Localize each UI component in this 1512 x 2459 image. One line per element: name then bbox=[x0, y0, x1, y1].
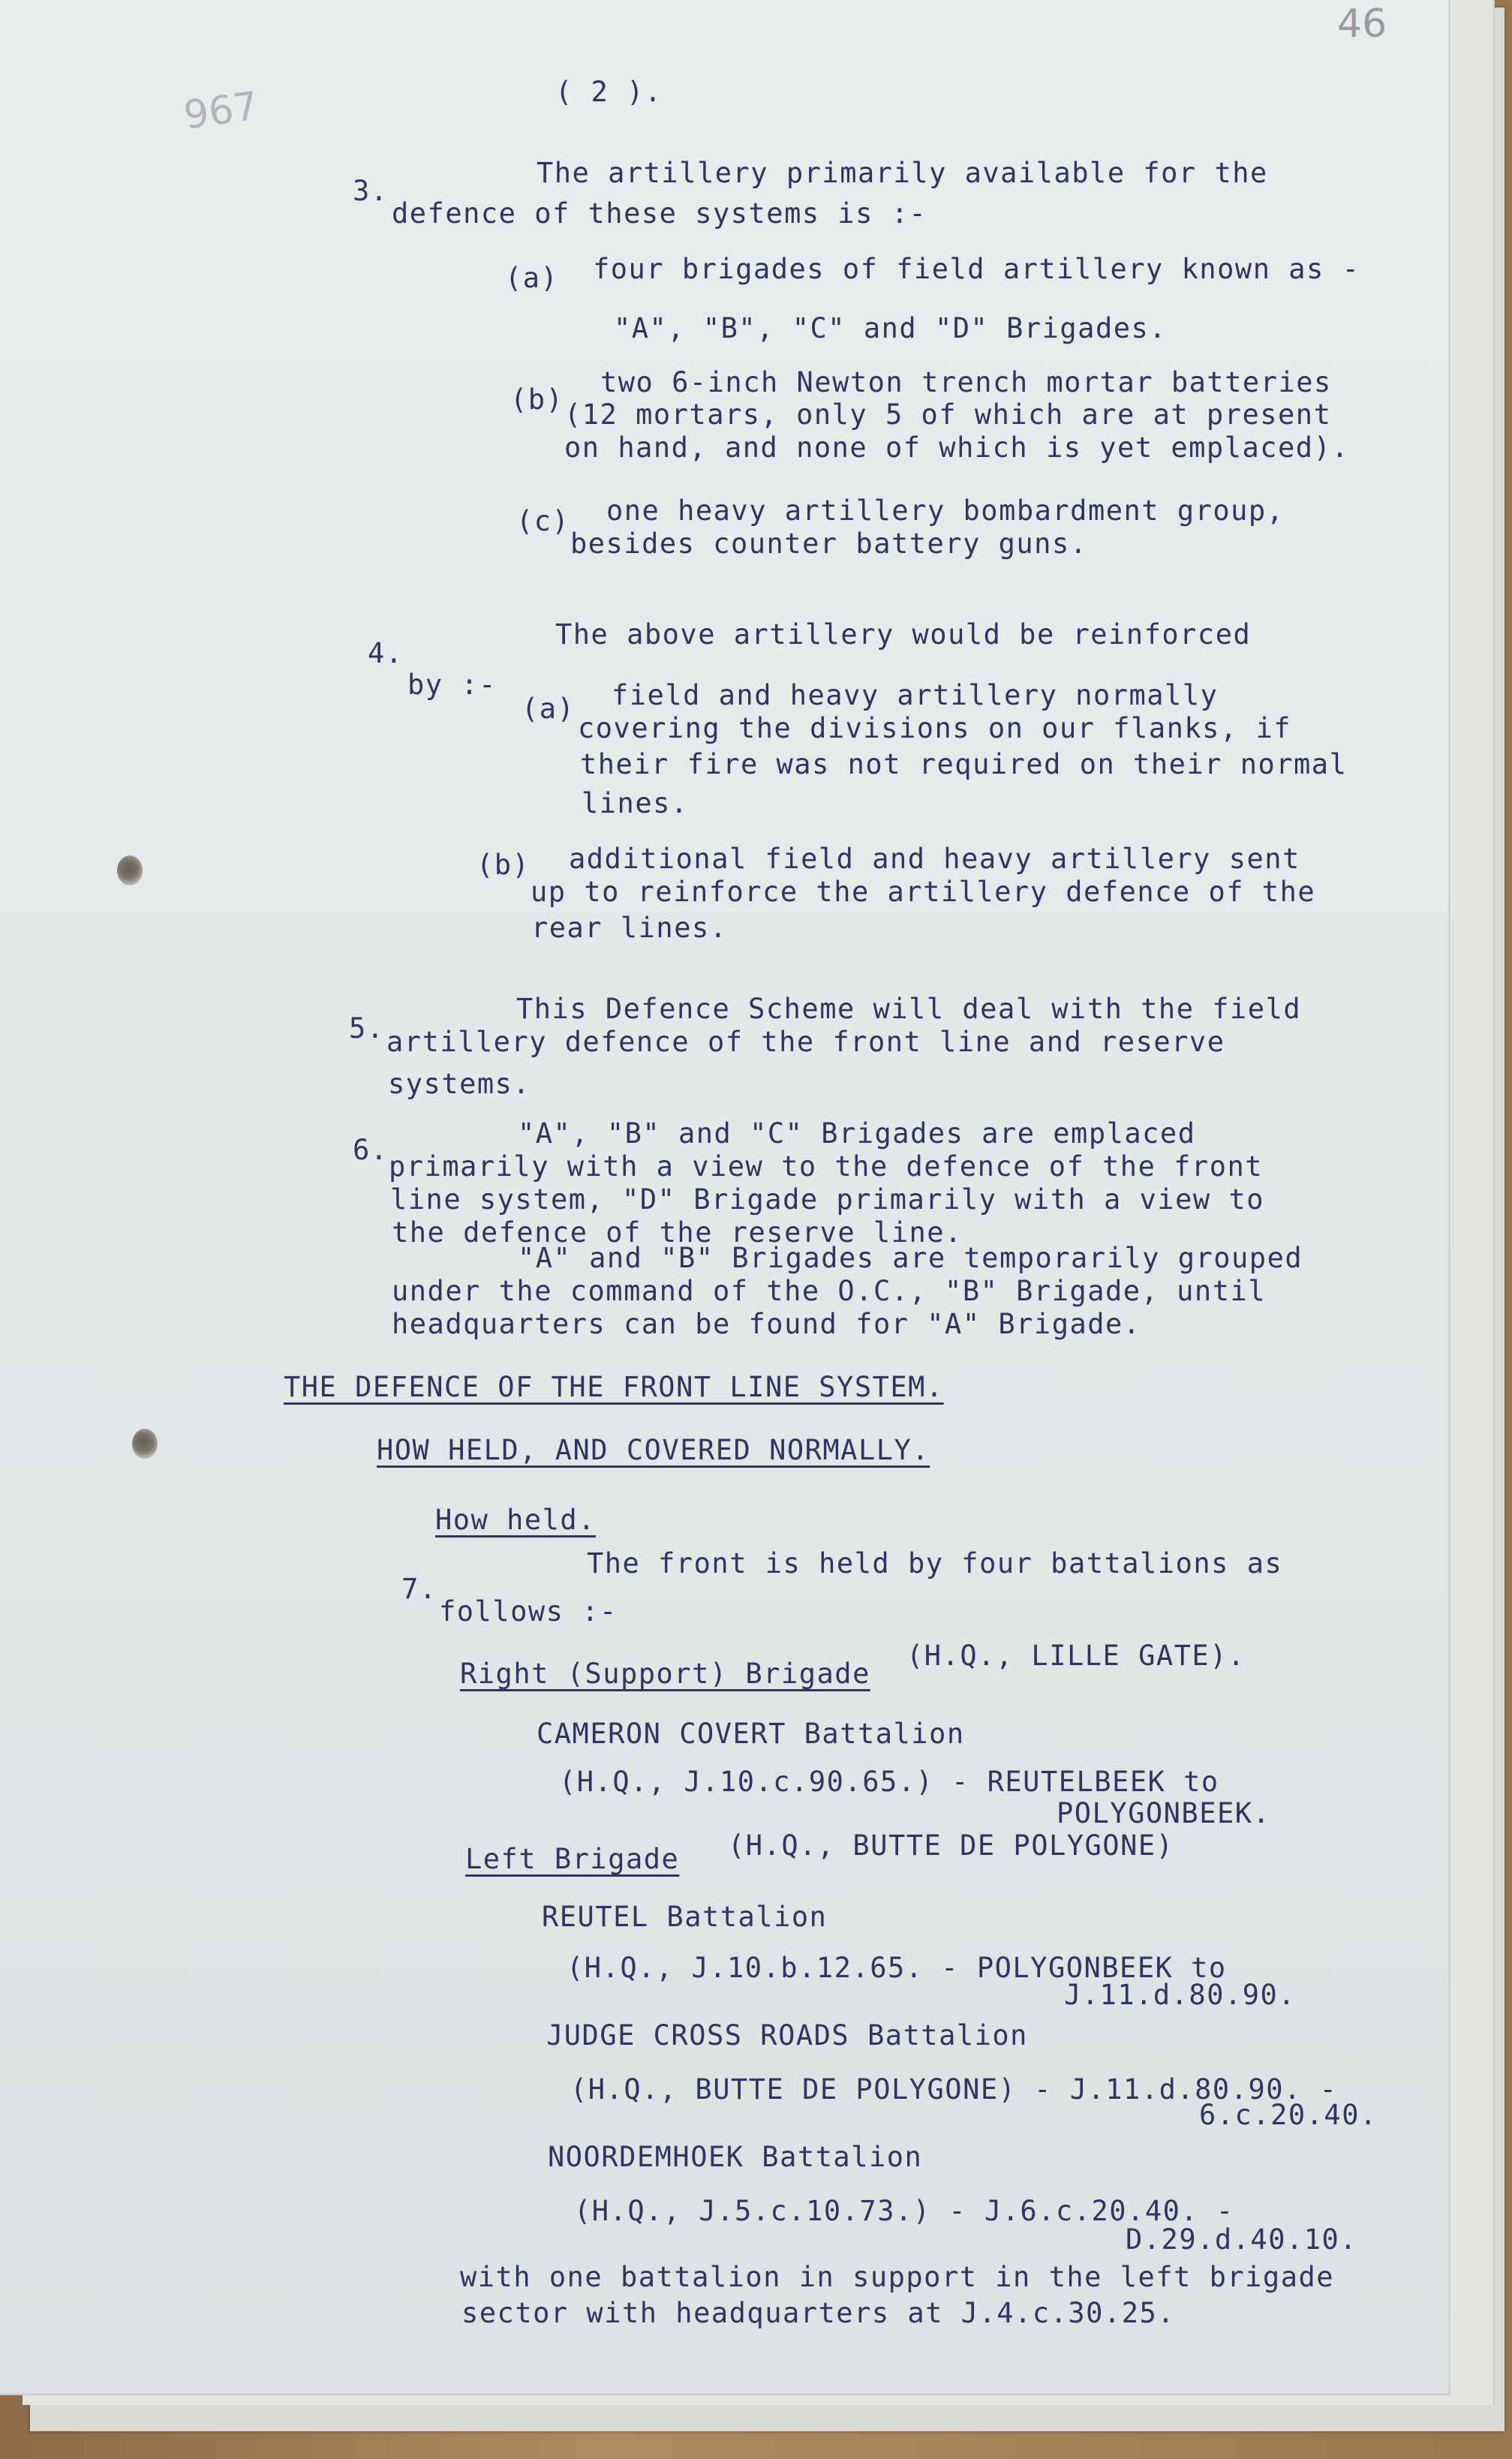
cameron-covert-detail-2: POLYGONBEEK. bbox=[1057, 1797, 1271, 1829]
reutel-detail-1: (H.Q., J.10.b.12.65. - POLYGONBEEK to bbox=[567, 1952, 1227, 1984]
para4-a-line1: field and heavy artillery normally bbox=[612, 679, 1219, 711]
para5-line3: systems. bbox=[388, 1068, 531, 1100]
para4-number: 4. bbox=[368, 637, 404, 669]
para6-line7: headquarters can be found for "A" Brigade. bbox=[392, 1308, 1141, 1340]
para5-number: 5. bbox=[349, 1012, 385, 1045]
para4-b-label: (b) bbox=[476, 849, 531, 881]
sub-heading: HOW HELD, AND COVERED NORMALLY. bbox=[377, 1434, 930, 1466]
para3-b-line2: (12 mortars, only 5 of which are at present bbox=[564, 398, 1332, 431]
reutel-battalion: REUTEL Battalion bbox=[542, 1901, 828, 1933]
para3-b-line3: on hand, and none of which is yet emplaced). bbox=[564, 431, 1350, 464]
para6-line6: under the command of the O.C., "B" Brigade, until bbox=[392, 1275, 1267, 1307]
folio-number: 46 bbox=[1337, 2, 1387, 47]
para7-closing-1: with one battalion in support in the left brigade bbox=[460, 2261, 1335, 2293]
para7-number: 7. bbox=[401, 1573, 437, 1605]
para3-b-label: (b) bbox=[510, 383, 564, 416]
para4-b-line1: additional field and heavy artillery sent bbox=[569, 843, 1300, 875]
para6-line5: "A" and "B" Brigades are temporarily grouped bbox=[518, 1242, 1303, 1274]
left-brigade-title: Left Brigade bbox=[465, 1843, 680, 1875]
judge-cross-roads-battalion: JUDGE CROSS ROADS Battalion bbox=[546, 2019, 1028, 2052]
section-heading: THE DEFENCE OF THE FRONT LINE SYSTEM. bbox=[284, 1371, 944, 1403]
reutel-detail-2: J.11.d.80.90. bbox=[1064, 1979, 1297, 2011]
para6-line2: primarily with a view to the defence of the front bbox=[389, 1150, 1264, 1183]
para6-line1: "A", "B" and "C" Brigades are emplaced bbox=[518, 1117, 1196, 1150]
para3-line2: defence of these systems is :- bbox=[392, 197, 927, 230]
para3-number: 3. bbox=[353, 175, 389, 207]
cameron-covert-detail-1: (H.Q., J.10.c.90.65.) - REUTELBEEK to bbox=[559, 1766, 1219, 1798]
para4-a-line3: their fire was not required on their normal bbox=[580, 748, 1348, 780]
para4-a-label: (a) bbox=[522, 693, 576, 725]
para6-line3: line system, "D" Brigade primarily with a view to bbox=[390, 1183, 1265, 1216]
noordemhoek-detail-2: D.29.d.40.10. bbox=[1126, 2223, 1358, 2256]
judge-cross-roads-detail-1: (H.Q., BUTTE DE POLYGONE) - J.11.d.80.90. - bbox=[570, 2073, 1338, 2106]
para5-line1: This Defence Scheme will deal with the field bbox=[516, 993, 1302, 1025]
para3-line1: The artillery primarily available for the bbox=[537, 157, 1268, 189]
left-brigade-hq: (H.Q., BUTTE DE POLYGONE) bbox=[728, 1829, 1174, 1862]
noordemhoek-battalion: NOORDEMHOEK Battalion bbox=[548, 2141, 923, 2173]
para3-c-line2: besides counter battery guns. bbox=[570, 528, 1088, 560]
para4-a-line2: covering the divisions on our flanks, if bbox=[578, 712, 1292, 744]
para3-b-line1: two 6-inch Newton trench mortar batteries bbox=[600, 366, 1332, 398]
para4-b-line2: up to reinforce the artillery defence of the bbox=[531, 876, 1316, 908]
right-brigade-hq: (H.Q., LILLE GATE). bbox=[906, 1640, 1246, 1672]
para3-a-line2: "A", "B", "C" and "D" Brigades. bbox=[614, 312, 1168, 344]
para7-line2: follows :- bbox=[439, 1595, 618, 1628]
para6-number: 6. bbox=[353, 1134, 389, 1166]
judge-cross-roads-detail-2: 6.c.20.40. bbox=[1199, 2099, 1378, 2131]
para3-a-label: (a) bbox=[505, 262, 559, 294]
cameron-covert-battalion: CAMERON COVERT Battalion bbox=[537, 1718, 965, 1750]
para4-line2: by :- bbox=[407, 669, 497, 701]
para7-line1: The front is held by four battalions as bbox=[587, 1547, 1283, 1580]
punch-hole-upper bbox=[117, 855, 143, 885]
punch-hole-lower bbox=[132, 1429, 158, 1459]
right-brigade-title: Right (Support) Brigade bbox=[460, 1658, 870, 1690]
para3-a-line1: four brigades of field artillery known as - bbox=[593, 253, 1360, 285]
para4-line1: The above artillery would be reinforced bbox=[555, 618, 1252, 651]
para7-closing-2: sector with headquarters at J.4.c.30.25. bbox=[461, 2297, 1176, 2329]
archive-reference: 967 bbox=[181, 83, 261, 139]
para6-line4: the defence of the reserve line. bbox=[392, 1216, 963, 1249]
para3-c-label: (c) bbox=[516, 505, 570, 537]
para4-b-line3: rear lines. bbox=[531, 912, 728, 944]
para5-line2: artillery defence of the front line and reserve bbox=[386, 1026, 1225, 1058]
page-marker: ( 2 ). bbox=[555, 76, 663, 108]
para3-c-line1: one heavy artillery bombardment group, bbox=[606, 495, 1285, 527]
noordemhoek-detail-1: (H.Q., J.5.c.10.73.) - J.6.c.20.40. - bbox=[574, 2195, 1234, 2227]
subsub-heading: How held. bbox=[435, 1504, 596, 1536]
para4-a-line4: lines. bbox=[582, 787, 689, 819]
